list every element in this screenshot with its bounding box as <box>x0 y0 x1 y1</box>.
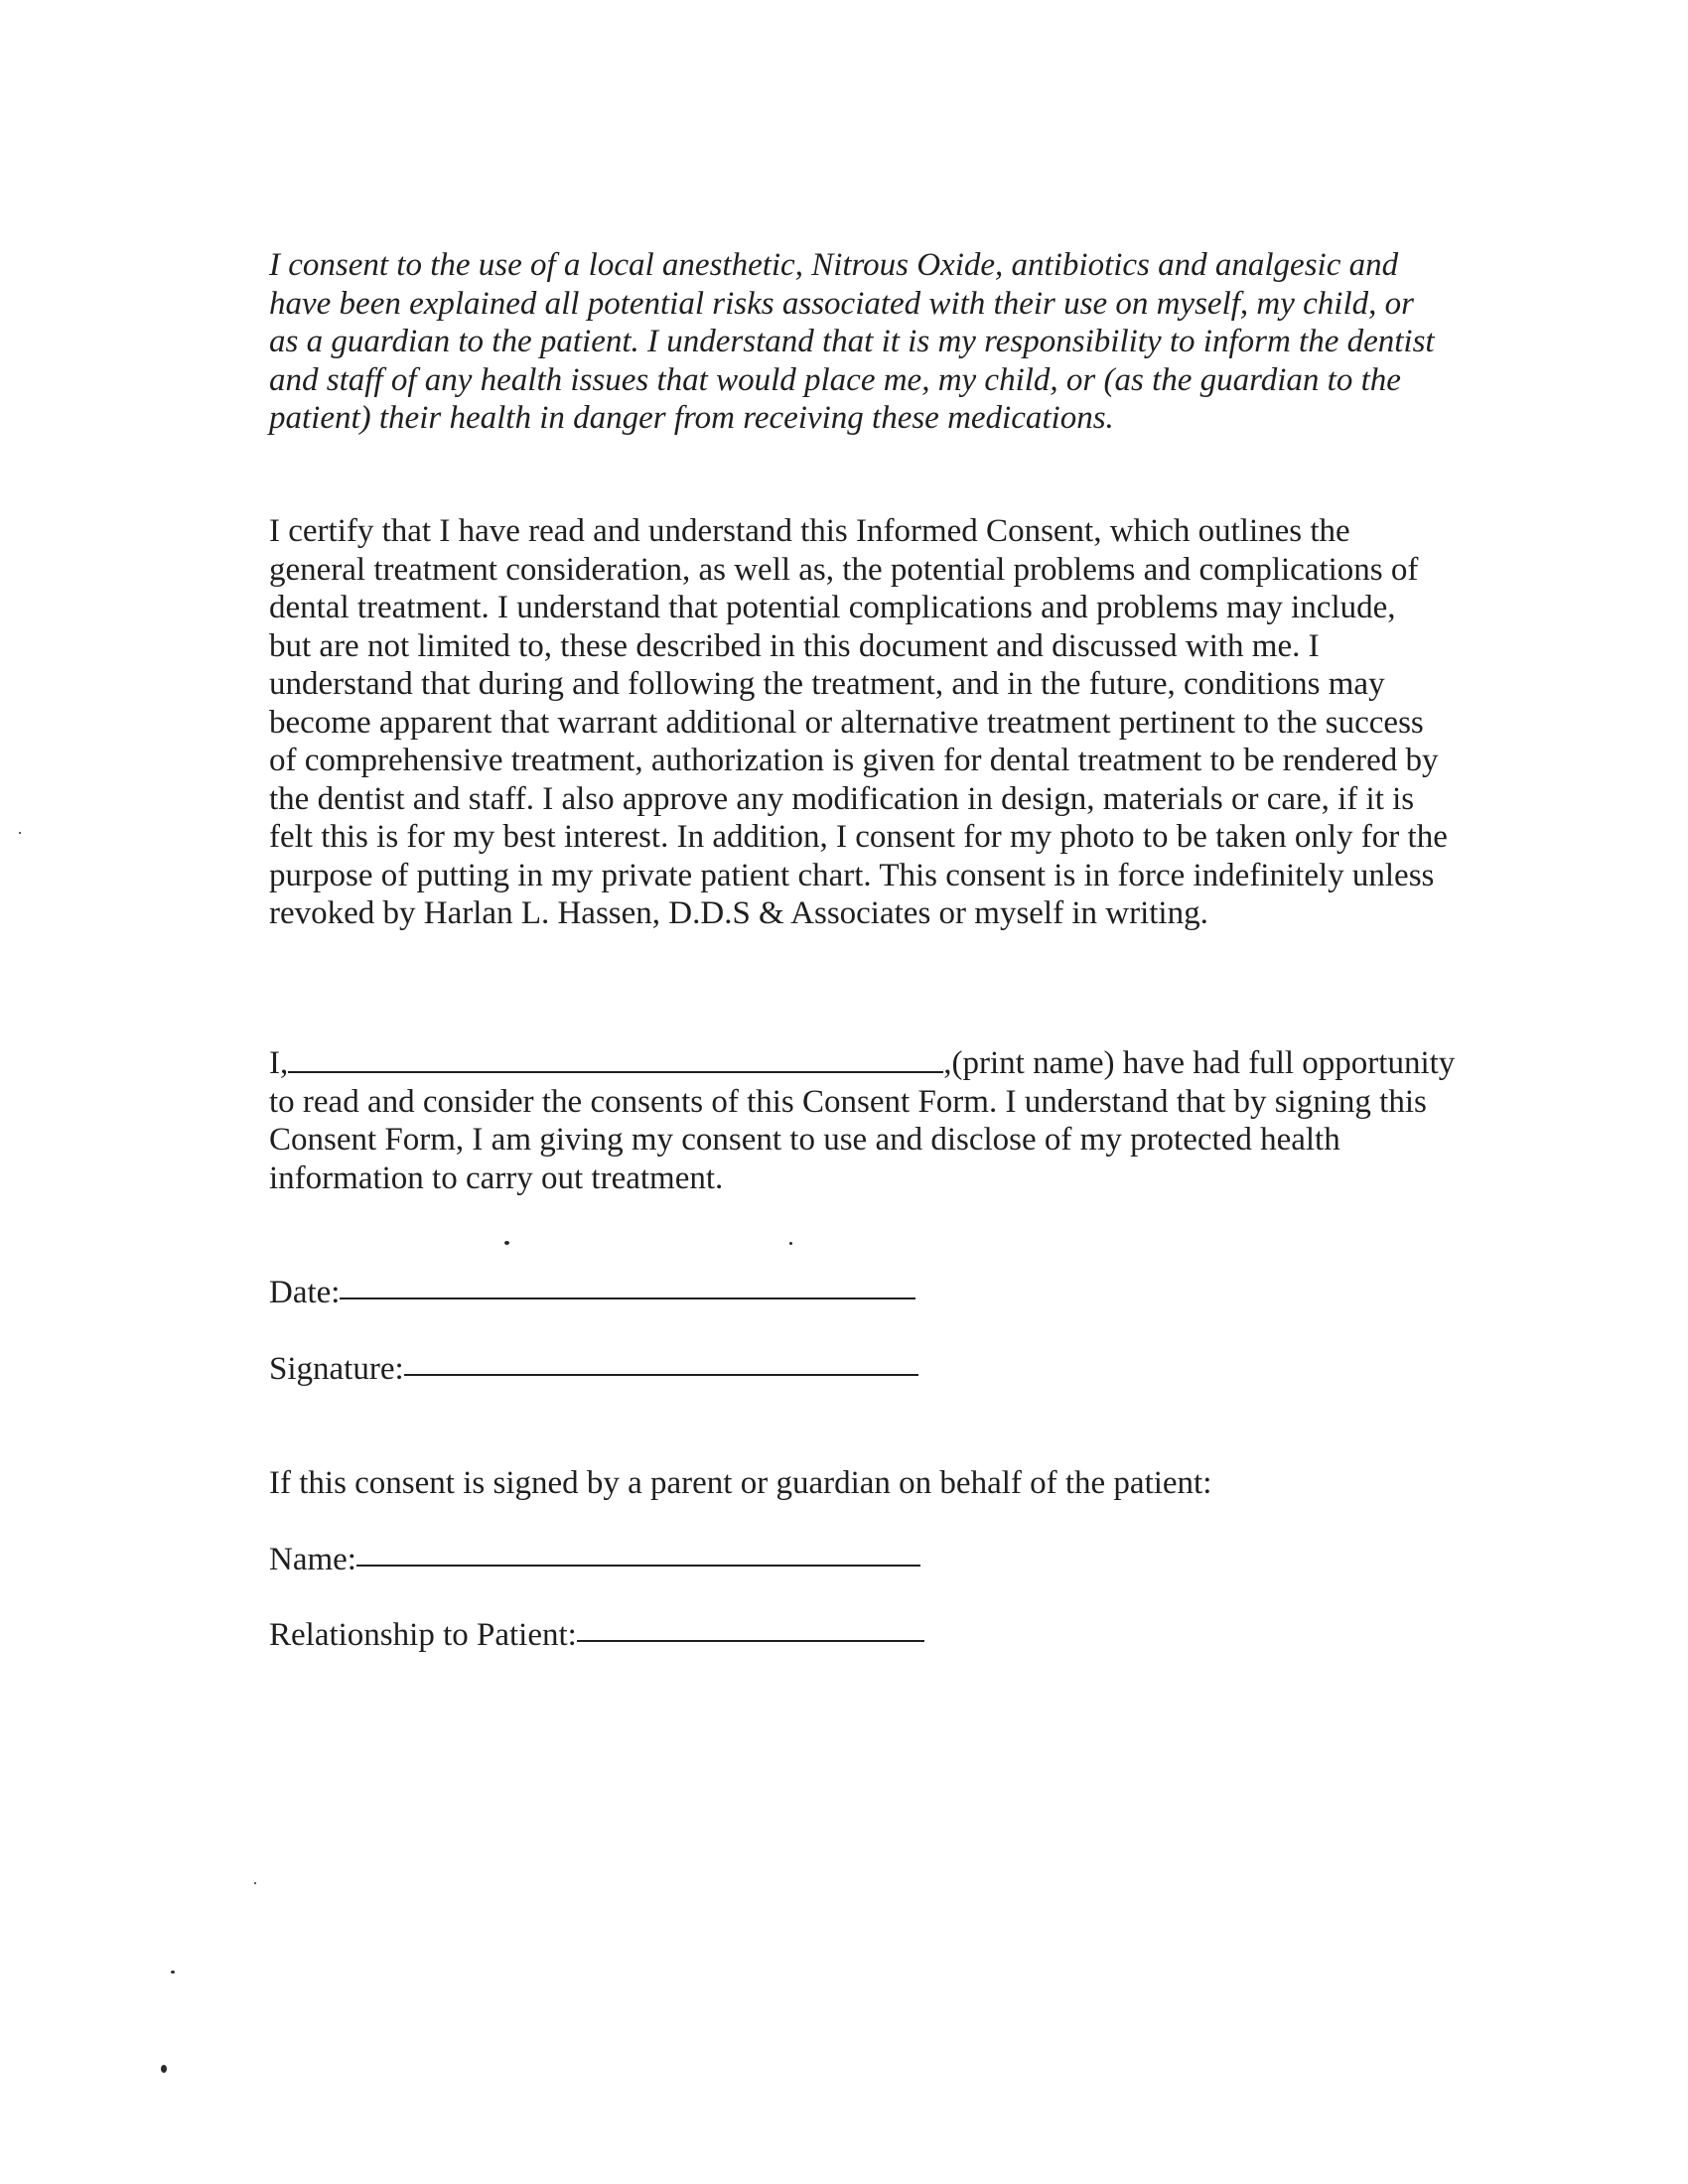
text-line: patient) their health in danger from receiving these medications. <box>269 400 1114 436</box>
text-line: revoked by Harlan L. Hassen, D.D.S & Associates or myself in writing. <box>269 895 1208 931</box>
relationship-label: Relationship to Patient: <box>269 1617 577 1653</box>
text-line: felt this is for my best interest. In addition, I consent for my photo to be taken only for the <box>269 819 1448 855</box>
text-line: of comprehensive treatment, authorization is given for dental treatment to be rendered by <box>269 743 1439 778</box>
signature-blank[interactable] <box>404 1373 918 1376</box>
text-line: as a guardian to the patient. I understand that it is my responsibility to inform the dentist <box>269 324 1435 359</box>
text-line: I certify that I have read and understand this Informed Consent, which outlines the <box>269 513 1350 549</box>
text-line: general treatment consideration, as well as, the potential problems and complications of <box>269 551 1419 588</box>
certification-paragraph <box>269 512 1490 933</box>
scan-speck <box>161 2065 167 2073</box>
scan-speck <box>19 832 21 834</box>
text-line: have been explained all potential risks associated with their use on myself, my child, or <box>269 285 1414 322</box>
date-label: Date: <box>269 1275 341 1310</box>
text-line: purpose of putting in my private patient chart. This consent is in force indefinitely unless <box>269 857 1435 893</box>
guardian-name-field <box>269 1541 920 1578</box>
acknowledgement-suffix: ,(print name) have had full opportunity <box>943 1045 1456 1081</box>
text-line: Consent Form, I am giving my consent to use and disclose of my protected health <box>269 1122 1340 1158</box>
signature-field <box>269 1350 918 1388</box>
scan-speck <box>254 1882 256 1884</box>
scan-speck <box>171 1971 175 1974</box>
relationship-blank[interactable] <box>577 1639 924 1642</box>
relationship-field <box>269 1616 924 1654</box>
acknowledgement-prefix: I, <box>269 1045 289 1081</box>
date-field <box>269 1274 915 1311</box>
text-line: information to carry out treatment. <box>269 1160 724 1196</box>
signature-label: Signature: <box>269 1351 404 1387</box>
text-line: and staff of any health issues that would place me, my child, or (as the guardian to the <box>269 361 1401 398</box>
text-line: understand that during and following the treatment, and in the future, conditions may <box>269 666 1385 702</box>
print-name-blank[interactable] <box>288 1070 943 1073</box>
print-name-line <box>269 1044 1490 1083</box>
scan-speck <box>789 1242 792 1245</box>
scan-speck <box>504 1241 509 1245</box>
date-blank[interactable] <box>340 1297 915 1299</box>
medication-consent-paragraph <box>269 246 1490 438</box>
guardian-note: If this consent is signed by a parent or guardian on behalf of the patient: <box>269 1465 1212 1501</box>
text-line: but are not limited to, these described in this document and discussed with me. I <box>269 627 1320 664</box>
text-line: to read and consider the consents of this Consent Form. I understand that by signing this <box>269 1083 1427 1120</box>
text-line: the dentist and staff. I also approve any modification in design, materials or care, if it is <box>269 780 1415 817</box>
name-blank[interactable] <box>356 1564 920 1567</box>
acknowledgement-paragraph <box>269 1044 1490 1197</box>
name-label: Name: <box>269 1542 356 1577</box>
text-line: dental treatment. I understand that potential complications and problems may include, <box>269 590 1396 625</box>
text-line: I consent to the use of a local anesthetic, Nitrous Oxide, antibiotics and analgesic and <box>269 247 1399 283</box>
text-line: become apparent that warrant additional or alternative treatment pertinent to the success <box>269 704 1424 741</box>
